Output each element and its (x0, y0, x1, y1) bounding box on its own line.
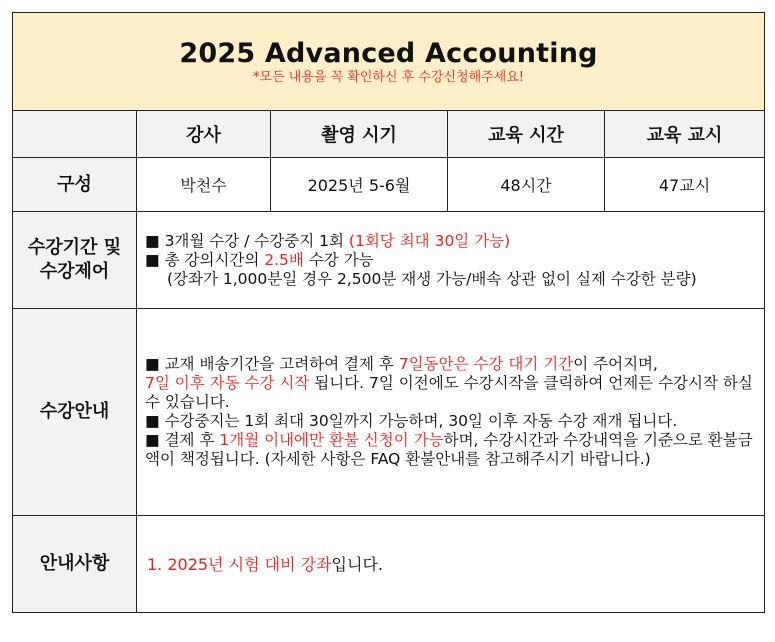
notice-item-1: 1. 2025년 시험 대비 강좌입니다. (147, 554, 383, 574)
page-title: 2025 Advanced Accounting (179, 37, 598, 69)
header-filming-period: 촬영 시기 (271, 111, 448, 158)
header-empty-cell (13, 111, 137, 158)
education-hours-value: 48시간 (448, 158, 605, 212)
period-content (137, 212, 765, 309)
period-line-2: ■ 총 강의시간의 2.5배 수강 가능 (145, 250, 374, 269)
guide-label: 수강안내 (13, 309, 137, 516)
period-line-3: (강좌가 1,000분일 경우 2,500분 재생 가능/배속 상관 없이 실제 수강한 분량) (167, 269, 697, 288)
education-sessions-value: 47교시 (605, 158, 765, 212)
guide-paragraph-1: ■ 교재 배송기간을 고려하여 결제 후 7일동안은 수강 대기 기간이 주어지며, (145, 355, 658, 373)
instructor-value: 박천수 (137, 158, 271, 212)
notice-content (137, 516, 765, 613)
title-banner (13, 13, 765, 111)
header-instructor: 강사 (137, 111, 271, 158)
guide-paragraph-4: ■ 결제 후 1개월 이내에만 환불 신청이 가능하며, 수강시간과 수강내역을 기준으로 환불금액이 책정됩니다. (자세한 사항은 FAQ 환불안내를 참고해주시기 바랍니다.) (145, 431, 753, 468)
header-education-sessions: 교육 교시 (605, 111, 765, 158)
guide-paragraph-3: ■ 수강중지는 1회 최대 30일까지 가능하며, 30일 이후 자동 수강 재개 됩니다. (145, 412, 678, 430)
guide-content (137, 309, 765, 516)
subtitle-warning: *모든 내용을 꼭 확인하신 후 수강신청해주세요! (253, 69, 525, 85)
composition-label: 구성 (13, 158, 137, 212)
notice-label: 안내사항 (13, 516, 137, 613)
course-info-table (12, 12, 765, 613)
guide-paragraph-2: 7일 이후 자동 수강 시작 됩니다. 7일 이전에도 수강시작을 클릭하여 언제든 수강시작 하실 수 있습니다. (145, 374, 753, 411)
period-label: 수강기간 및 수강제어 (13, 212, 137, 309)
period-line-1: ■ 3개월 수강 / 수강중지 1회 (1회당 최대 30일 가능) (145, 231, 511, 250)
filming-period-value: 2025년 5-6월 (271, 158, 448, 212)
header-education-hours: 교육 시간 (448, 111, 605, 158)
